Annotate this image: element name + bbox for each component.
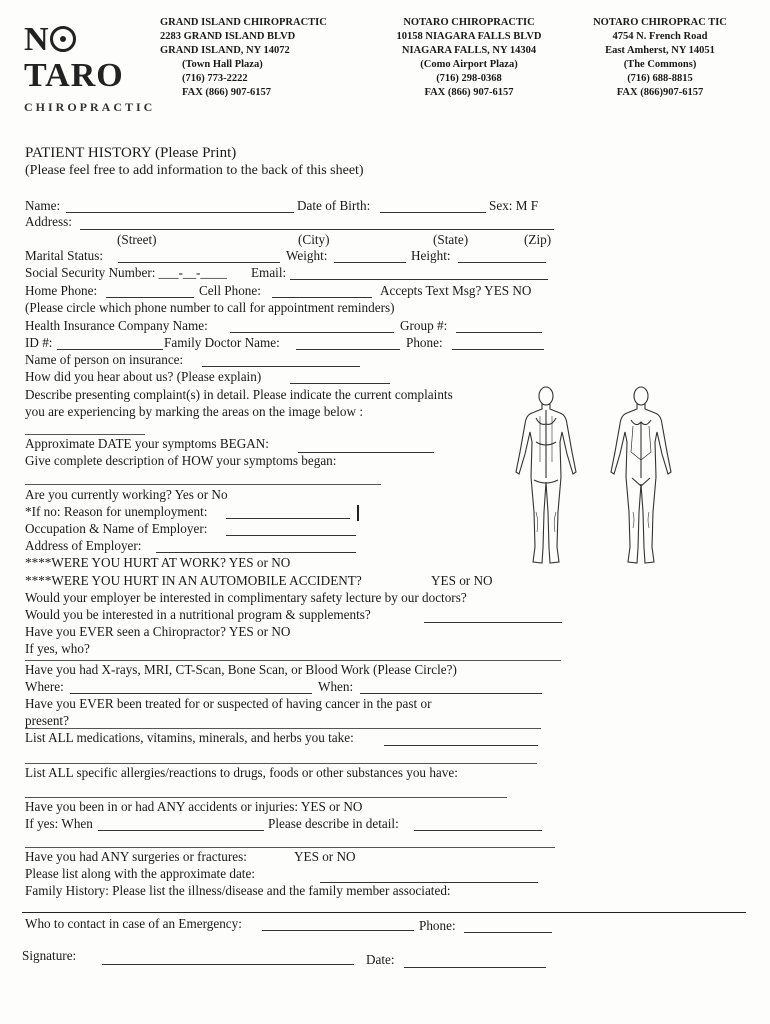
medications-line[interactable]	[25, 763, 537, 764]
describe-complaint-line2: you are experiencing by marking the areas on the image below :	[25, 404, 363, 419]
height-field[interactable]	[458, 262, 546, 263]
marital-status-label: Marital Status:	[25, 248, 104, 263]
occupation-label: Occupation & Name of Employer:	[25, 521, 208, 536]
allergies-field[interactable]	[25, 797, 507, 798]
dob-field[interactable]	[380, 212, 486, 213]
circle-phone-note: (Please circle which phone number to call for appointment reminders)	[25, 300, 395, 315]
nutrition-question: Would you be interested in a nutritional program & supplements?	[25, 607, 371, 622]
hurt-auto-answer: YES or NO	[431, 573, 493, 588]
emergency-contact-field[interactable]	[262, 930, 414, 931]
office-city: East Amherst, NY 14051	[605, 45, 715, 56]
family-history-label: Family History: Please list the illness/disease and the family member associated:	[25, 883, 451, 898]
logo-subtitle: CHIROPRACTIC	[24, 100, 156, 114]
id-number-label: ID #:	[25, 335, 53, 350]
text-cursor-mark	[357, 505, 359, 521]
complaint-line[interactable]	[25, 434, 145, 435]
doctor-phone-label: Phone:	[406, 335, 443, 350]
accident-detail-line[interactable]	[25, 847, 555, 848]
unemployment-label: *If no: Reason for unemployment:	[25, 504, 208, 519]
body-diagram[interactable]	[506, 382, 696, 572]
approx-date-label: Please list along with the approximate date:	[25, 866, 255, 881]
cancer-field[interactable]	[25, 728, 541, 729]
if-yes-who-field[interactable]	[25, 660, 561, 661]
if-yes-who-label: If yes, who?	[25, 641, 90, 656]
employer-address-label: Address of Employer:	[25, 538, 142, 553]
occupation-field[interactable]	[226, 535, 356, 536]
hear-about-label: How did you hear about us? (Please explain)	[25, 369, 262, 384]
where-label: Where:	[25, 679, 64, 694]
office-fax: FAX (866) 907-6157	[424, 87, 514, 98]
office-grand-island	[160, 16, 350, 100]
safety-lecture-question: Would your employer be interested in complimentary safety lecture by our doctors?	[25, 590, 467, 605]
text-msg-label: Accepts Text Msg? YES NO	[380, 283, 532, 298]
city-label: (City)	[298, 232, 330, 247]
doctor-phone-field[interactable]	[452, 349, 544, 350]
how-began-field[interactable]	[25, 484, 381, 485]
ssn-label: Social Security Number: ___-__-____	[25, 265, 227, 280]
employer-address-field[interactable]	[156, 552, 356, 553]
office-fax: FAX (866)907-6157	[616, 87, 704, 98]
group-number-field[interactable]	[456, 332, 542, 333]
insurance-company-label: Health Insurance Company Name:	[25, 318, 208, 333]
weight-field[interactable]	[334, 262, 406, 263]
marital-status-field[interactable]	[118, 262, 280, 263]
hurt-auto-question: ****WERE YOU HURT IN AN AUTOMOBILE ACCIDENT?	[25, 573, 362, 588]
accidents-question: Have you been in or had ANY accidents or injuries: YES or NO	[25, 799, 363, 814]
name-label: Name:	[25, 198, 61, 213]
cancer-question-line1: Have you EVER been treated for or suspected of having cancer in the past or	[25, 696, 432, 711]
hear-about-field[interactable]	[290, 383, 390, 384]
street-label: (Street)	[117, 232, 157, 247]
address-field[interactable]	[80, 229, 554, 230]
body-front-view-icon	[611, 387, 671, 563]
body-back-view-icon	[516, 387, 576, 563]
when-label: When:	[318, 679, 354, 694]
dob-label: Date of Birth:	[297, 198, 371, 213]
emergency-phone-field[interactable]	[464, 932, 552, 933]
cell-phone-label: Cell Phone:	[199, 283, 261, 298]
home-phone-field[interactable]	[106, 297, 194, 298]
office-plaza: (Town Hall Plaza)	[182, 59, 263, 70]
describe-complaint-line1: Describe presenting complaint(s) in detail. Please indicate the current complaints	[25, 387, 453, 402]
weight-label: Weight:	[286, 248, 328, 263]
state-label: (State)	[433, 232, 469, 247]
zip-label: (Zip)	[524, 232, 552, 247]
surgeries-question: Have you had ANY surgeries or fractures:	[25, 849, 247, 864]
date-label: Date:	[366, 952, 395, 967]
office-name: NOTARO CHIROPRAC TIC	[593, 17, 727, 28]
office-street: 4754 N. French Road	[612, 31, 708, 42]
name-field[interactable]	[66, 212, 294, 213]
office-city: NIAGARA FALLS, NY 14304	[401, 45, 537, 56]
office-niagara-falls	[378, 16, 560, 100]
office-city: GRAND ISLAND, NY 14072	[160, 45, 290, 56]
insured-person-label: Name of person on insurance:	[25, 352, 184, 367]
office-phone: (716) 298-0368	[436, 73, 502, 84]
emergency-phone-label: Phone:	[419, 918, 456, 933]
date-field[interactable]	[404, 967, 546, 968]
office-plaza: (Como Airport Plaza)	[420, 59, 518, 70]
surgeries-answer: YES or NO	[294, 849, 356, 864]
insurance-company-field[interactable]	[230, 332, 394, 333]
office-phone: (716) 773-2222	[182, 73, 248, 84]
insured-person-field[interactable]	[202, 366, 360, 367]
medications-label: List ALL medications, vitamins, minerals, and herbs you take:	[25, 730, 354, 745]
id-number-field[interactable]	[57, 349, 163, 350]
sex-label: Sex: M F	[489, 198, 539, 213]
cancer-question-line2: present?	[25, 713, 69, 728]
allergies-label: List ALL specific allergies/reactions to drugs, foods or other substances you have:	[25, 765, 458, 780]
office-fax: FAX (866) 907-6157	[182, 87, 272, 98]
office-street: 10158 NIAGARA FALLS BLVD	[396, 31, 542, 42]
office-street: 2283 GRAND ISLAND BLVD	[160, 31, 296, 42]
describe-detail-label: Please describe in detail:	[268, 816, 399, 831]
height-label: Height:	[411, 248, 451, 263]
office-east-amherst	[580, 16, 740, 100]
form-title: PATIENT HISTORY (Please Print)	[25, 145, 237, 161]
email-field[interactable]	[290, 279, 548, 280]
office-phone: (716) 688-8815	[627, 73, 693, 84]
medications-field[interactable]	[384, 745, 538, 746]
if-yes-when-field[interactable]	[98, 830, 264, 831]
symptoms-began-label: Approximate DATE your symptoms BEGAN:	[25, 436, 269, 451]
address-label: Address:	[25, 214, 72, 229]
notaro-logo	[24, 22, 156, 115]
nutrition-field[interactable]	[424, 622, 562, 623]
group-number-label: Group #:	[400, 318, 448, 333]
if-yes-when-label: If yes: When	[25, 816, 93, 831]
signature-field[interactable]	[102, 964, 354, 965]
family-doctor-field[interactable]	[296, 349, 400, 350]
where-field[interactable]	[70, 693, 312, 694]
email-label: Email:	[251, 265, 287, 280]
hurt-at-work-question: ****WERE YOU HURT AT WORK? YES or NO	[25, 555, 291, 570]
how-began-label: Give complete description of HOW your symptoms began:	[25, 453, 337, 468]
office-name: NOTARO CHIROPRACTIC	[403, 17, 535, 28]
xrays-question: Have you had X-rays, MRI, CT-Scan, Bone Scan, or Blood Work (Please Circle?)	[25, 662, 457, 677]
unemployment-field[interactable]	[226, 518, 350, 519]
office-name: GRAND ISLAND CHIROPRACTIC	[160, 17, 327, 28]
cell-phone-field[interactable]	[272, 297, 372, 298]
form-subtitle: (Please feel free to add information to the back of this sheet)	[25, 163, 364, 178]
office-plaza: (The Commons)	[623, 59, 697, 70]
chiropractor-question: Have you EVER seen a Chiropractor? YES or NO	[25, 624, 291, 639]
working-question: Are you currently working? Yes or No	[25, 487, 228, 502]
home-phone-label: Home Phone:	[25, 283, 98, 298]
describe-detail-field[interactable]	[414, 830, 542, 831]
logo-wordmark: NTARO	[24, 21, 124, 94]
when-field[interactable]	[360, 693, 542, 694]
signature-label: Signature:	[22, 948, 77, 963]
family-doctor-label: Family Doctor Name:	[164, 335, 280, 350]
divider-line	[22, 912, 746, 913]
emergency-contact-label: Who to contact in case of an Emergency:	[25, 916, 242, 931]
